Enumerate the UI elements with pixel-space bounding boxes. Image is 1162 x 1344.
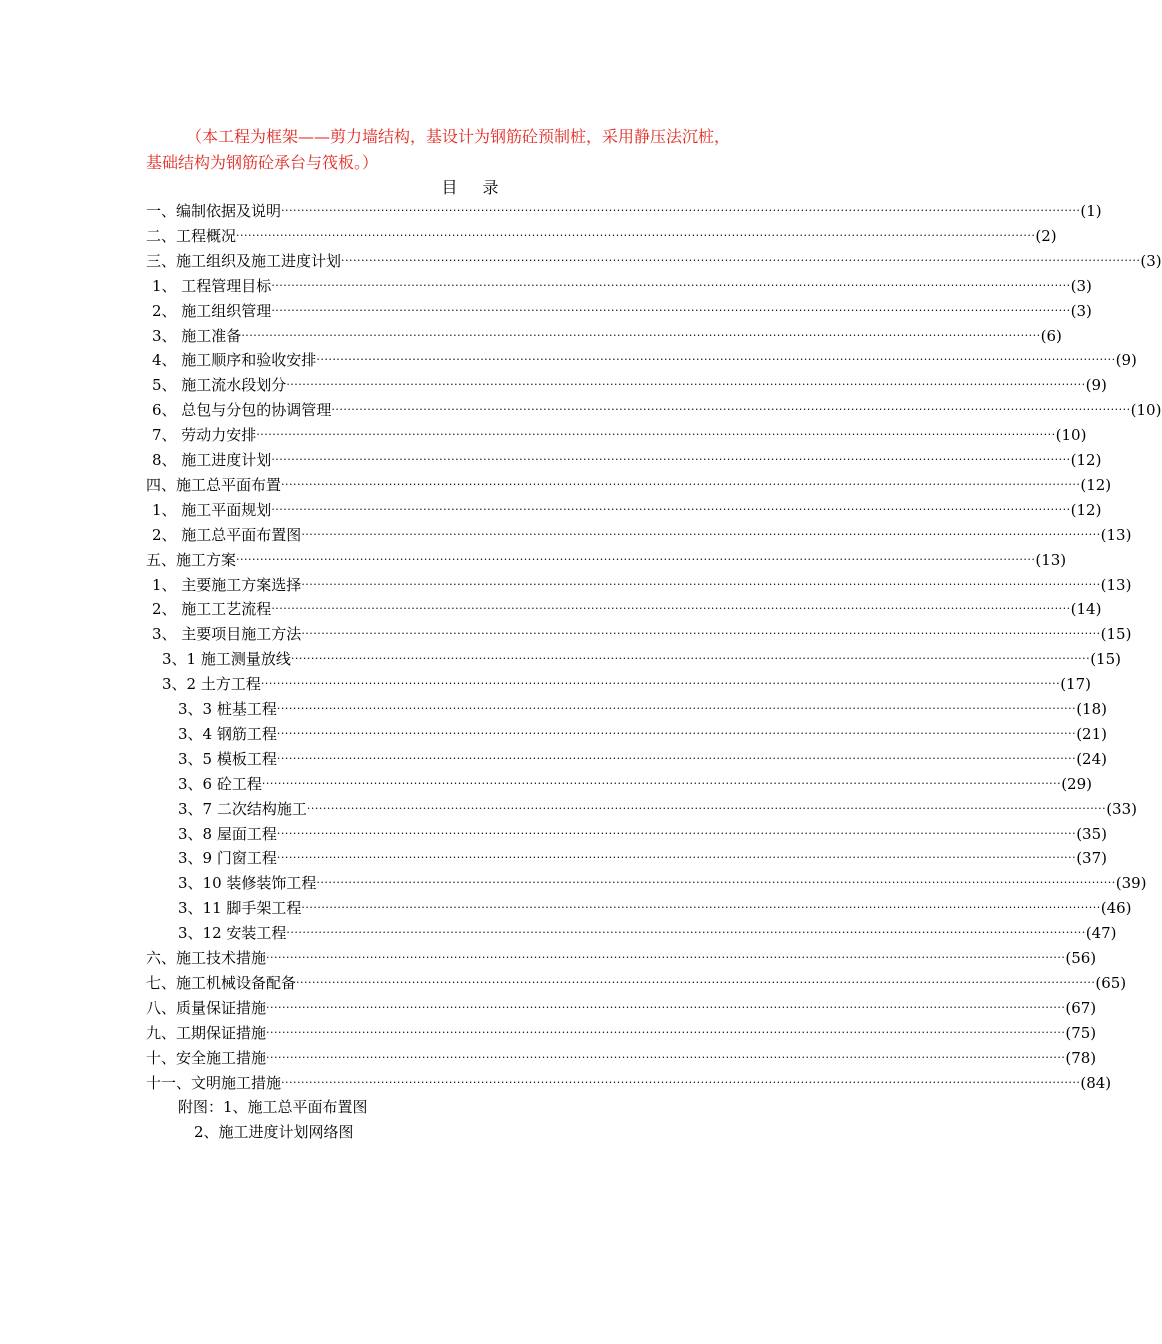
toc-entry-page: (13) <box>1035 550 1067 569</box>
toc-leader-dots: ········································································································································································································ <box>271 303 1071 317</box>
toc-entry[interactable] <box>152 622 1132 646</box>
toc-entry-page: (13) <box>1100 525 1132 544</box>
toc-entry-title: 3、9 门窗工程 <box>178 849 277 868</box>
toc-leader-dots: ········································································································································································································ <box>241 328 1041 342</box>
toc-leader-dots: ········································································································································································································ <box>266 1025 1066 1039</box>
toc-entry-title: 3、 主要项目施工方法 <box>152 625 302 644</box>
toc-entry-page: (9) <box>1085 376 1107 395</box>
toc-entry[interactable] <box>152 373 1107 397</box>
toc-entry-page: (2) <box>1035 226 1057 245</box>
toc-entry-page: (15) <box>1090 650 1121 669</box>
toc-entry-page: (17) <box>1060 675 1091 694</box>
toc-leader-dots: ········································································································································································································ <box>276 702 1077 715</box>
toc-leader-dots: ········································································································································································································ <box>276 826 1077 840</box>
toc-entry-page: (12) <box>1070 500 1102 519</box>
note-line-1: （本工程为框架——剪力墙结构，基设计为钢筋砼预制桩，采用静压法沉桩， <box>186 127 731 146</box>
toc-leader-dots: ········································································································································································································ <box>301 527 1101 541</box>
toc-leader-dots: ········································································································································································································ <box>281 477 1081 491</box>
toc-leader-dots: ········································································································································································································ <box>276 751 1077 765</box>
toc-entry[interactable] <box>146 199 1102 223</box>
toc-entry[interactable] <box>146 1046 1097 1070</box>
toc-leader-dots: ········································································································································································································ <box>316 876 1116 890</box>
toc-title: 目 录 <box>441 178 509 197</box>
toc-entry-title: 8、 施工进度计划 <box>152 451 272 469</box>
toc-entry[interactable] <box>162 672 1091 696</box>
toc-entry[interactable] <box>152 523 1132 547</box>
toc-entry[interactable] <box>152 573 1132 597</box>
toc-entry[interactable] <box>178 871 1147 895</box>
toc-entry[interactable] <box>146 473 1112 497</box>
toc-entry[interactable] <box>152 597 1102 621</box>
toc-entry-title: 九、工期保证措施 <box>146 1023 267 1042</box>
toc-entry[interactable] <box>178 722 1107 746</box>
toc-entry[interactable] <box>152 398 1162 422</box>
toc-entry-title: 3、7 二次结构施工 <box>178 799 307 818</box>
toc-leader-dots: ········································································································································································································ <box>276 726 1077 740</box>
toc-leader-dots: ········································································································································································································ <box>236 228 1036 242</box>
toc-leader-dots: ········································································································································································································ <box>286 378 1086 392</box>
toc-entry-page: (56) <box>1065 949 1097 967</box>
toc-entry-title: 3、3 桩基工程 <box>178 700 277 718</box>
toc-entry-page: (3) <box>1070 301 1092 320</box>
toc-entry[interactable] <box>162 647 1121 671</box>
toc-entry[interactable] <box>178 896 1132 920</box>
toc-entry-title: 3、10 装修装饰工程 <box>178 874 317 893</box>
toc-entry-page: (10) <box>1055 426 1087 445</box>
toc-entry-page: (1) <box>1080 202 1102 220</box>
toc-entry-title: 3、8 屋面工程 <box>178 824 277 843</box>
toc-leader-dots: ········································································································································································································ <box>290 652 1091 666</box>
toc-entry-page: (65) <box>1095 973 1127 992</box>
toc-entry[interactable] <box>178 772 1092 796</box>
toc-entry[interactable] <box>152 274 1092 298</box>
toc-entry-page: (39) <box>1115 874 1147 893</box>
toc-entry-page: (24) <box>1076 749 1107 768</box>
toc-entry[interactable] <box>152 423 1087 447</box>
toc-entry-title: 十一、文明施工措施 <box>146 1073 282 1092</box>
toc-entry-page: (3) <box>1070 276 1092 295</box>
toc-entry-title: 6、 总包与分包的协调管理 <box>152 401 332 420</box>
toc-entry-page: (47) <box>1085 924 1117 943</box>
toc-leader-dots: ········································································································································································································ <box>306 801 1107 815</box>
toc-entry[interactable] <box>178 797 1137 821</box>
toc-entry-page: (29) <box>1061 774 1092 793</box>
toc-entry-page: (78) <box>1065 1048 1097 1067</box>
toc-entry-title: 3、6 砼工程 <box>178 774 262 793</box>
toc-leader-dots: ········································································································································································································ <box>261 776 1062 790</box>
toc-leader-dots: ········································································································································································································ <box>341 253 1141 267</box>
toc-entry-title: 3、12 安装工程 <box>178 924 287 943</box>
toc-entry-title: 7、 劳动力安排 <box>152 426 257 445</box>
toc-entry-page: (9) <box>1115 351 1137 370</box>
toc-entry-title: 3、2 土方工程 <box>162 675 261 694</box>
toc-entry[interactable] <box>152 498 1102 522</box>
toc-entry-page: (67) <box>1065 998 1097 1017</box>
toc-leader-dots: ········································································································································································································ <box>301 901 1101 915</box>
toc-entry[interactable] <box>178 697 1107 721</box>
toc-entry-title: 三、施工组织及施工进度计划 <box>146 251 342 270</box>
toc-entry-page: (12) <box>1070 451 1102 469</box>
toc-entry[interactable] <box>146 996 1097 1020</box>
toc-leader-dots: ········································································································································································································ <box>301 577 1101 591</box>
toc-entry-page: (18) <box>1076 700 1107 718</box>
attachment-line-2: 2、施工进度计划网络图 <box>194 1123 354 1141</box>
toc-entry-page: (13) <box>1100 575 1132 594</box>
toc-leader-dots: ········································································································································································································ <box>316 353 1116 367</box>
toc-entry-page: (6) <box>1040 326 1062 345</box>
toc-entry[interactable] <box>178 747 1107 771</box>
toc-entry[interactable] <box>146 971 1127 995</box>
toc-leader-dots: ········································································································································································································ <box>271 502 1071 516</box>
toc-entry-page: (35) <box>1076 824 1107 843</box>
toc-leader-dots: ········································································································································································································ <box>281 1075 1081 1089</box>
red-note <box>146 124 806 176</box>
toc-entry[interactable] <box>146 548 1067 572</box>
toc-leader-dots: ········································································································································································································ <box>301 627 1101 641</box>
toc-entry-title: 一、编制依据及说明 <box>146 202 282 220</box>
toc-entry-title: 1、 施工平面规划 <box>152 500 272 519</box>
toc-leader-dots: ········································································································································································································ <box>266 1000 1066 1014</box>
toc-entry-title: 1、 主要施工方案选择 <box>152 575 302 594</box>
toc-leader-dots: ········································································································································································································ <box>331 403 1131 417</box>
toc-entry[interactable] <box>146 249 1162 273</box>
toc-entry[interactable] <box>146 1071 1112 1095</box>
toc-entry[interactable] <box>152 299 1092 323</box>
toc-entry-page: (3) <box>1140 251 1162 270</box>
toc-entry-title: 七、施工机械设备配备 <box>146 973 297 992</box>
toc-entry-title: 1、 工程管理目标 <box>152 276 272 295</box>
toc-entry-page: (33) <box>1106 799 1137 818</box>
toc-entry-title: 3、4 钢筋工程 <box>178 724 277 743</box>
toc-leader-dots: ········································································································································································································ <box>271 602 1071 616</box>
toc-entry[interactable] <box>152 448 1102 472</box>
toc-leader-dots: ········································································································································································································ <box>266 1050 1066 1064</box>
toc-entry-title: 二、工程概况 <box>146 226 237 245</box>
toc-entry-page: (12) <box>1080 475 1112 494</box>
attachment-line-1: 附图：1、施工总平面布置图 <box>178 1098 368 1116</box>
toc-leader-dots: ········································································································································································································ <box>266 951 1066 964</box>
toc-entry[interactable] <box>178 921 1117 945</box>
toc-entry-title: 4、 施工顺序和验收安排 <box>152 351 317 370</box>
toc-entry-title: 3、5 模板工程 <box>178 749 277 768</box>
toc-entry[interactable] <box>146 946 1097 970</box>
toc-entry-page: (46) <box>1100 899 1132 918</box>
toc-entry-title: 六、施工技术措施 <box>146 949 267 967</box>
toc-leader-dots: ········································································································································································································ <box>281 204 1081 217</box>
toc-entry-title: 3、 施工准备 <box>152 326 242 345</box>
toc-entry-title: 五、施工方案 <box>146 550 237 569</box>
toc-entry[interactable] <box>178 822 1107 846</box>
toc-entry[interactable] <box>152 324 1062 348</box>
toc-entry-title: 5、 施工流水段划分 <box>152 376 287 395</box>
toc-entry-title: 四、施工总平面布置 <box>146 475 282 494</box>
toc-entry-page: (37) <box>1076 849 1107 868</box>
toc-leader-dots: ········································································································································································································ <box>256 428 1056 442</box>
toc-leader-dots: ········································································································································································································ <box>271 453 1071 466</box>
toc-leader-dots: ········································································································································································································ <box>260 677 1061 691</box>
toc-entry-page: (10) <box>1130 401 1162 420</box>
toc-entry-page: (15) <box>1100 625 1132 644</box>
toc-entry[interactable] <box>152 348 1137 372</box>
toc-entry-title: 八、质量保证措施 <box>146 998 267 1017</box>
toc-entry[interactable] <box>146 1021 1097 1045</box>
toc-entry-title: 2、 施工工艺流程 <box>152 600 272 619</box>
note-line-2: 基础结构为钢筋砼承台与筏板。） <box>146 153 379 172</box>
toc-entry-page: (14) <box>1070 600 1102 619</box>
toc-leader-dots: ········································································································································································································ <box>236 552 1036 566</box>
toc-entry-title: 2、 施工总平面布置图 <box>152 525 302 544</box>
toc-entry-title: 3、1 施工测量放线 <box>162 650 291 669</box>
toc-entry-title: 3、11 脚手架工程 <box>178 899 302 918</box>
toc-entry[interactable] <box>146 224 1057 248</box>
toc-leader-dots: ········································································································································································································ <box>286 926 1086 940</box>
toc-entry-title: 十、安全施工措施 <box>146 1048 267 1067</box>
toc-leader-dots: ········································································································································································································ <box>296 975 1096 989</box>
toc-leader-dots: ········································································································································································································ <box>271 278 1071 292</box>
toc-entry[interactable] <box>178 846 1107 870</box>
toc-entry-page: (75) <box>1065 1023 1097 1042</box>
toc-entry-title: 2、 施工组织管理 <box>152 301 272 320</box>
toc-leader-dots: ········································································································································································································ <box>276 851 1077 865</box>
toc-entry-page: (21) <box>1076 724 1107 743</box>
toc-entry-page: (84) <box>1080 1073 1112 1092</box>
